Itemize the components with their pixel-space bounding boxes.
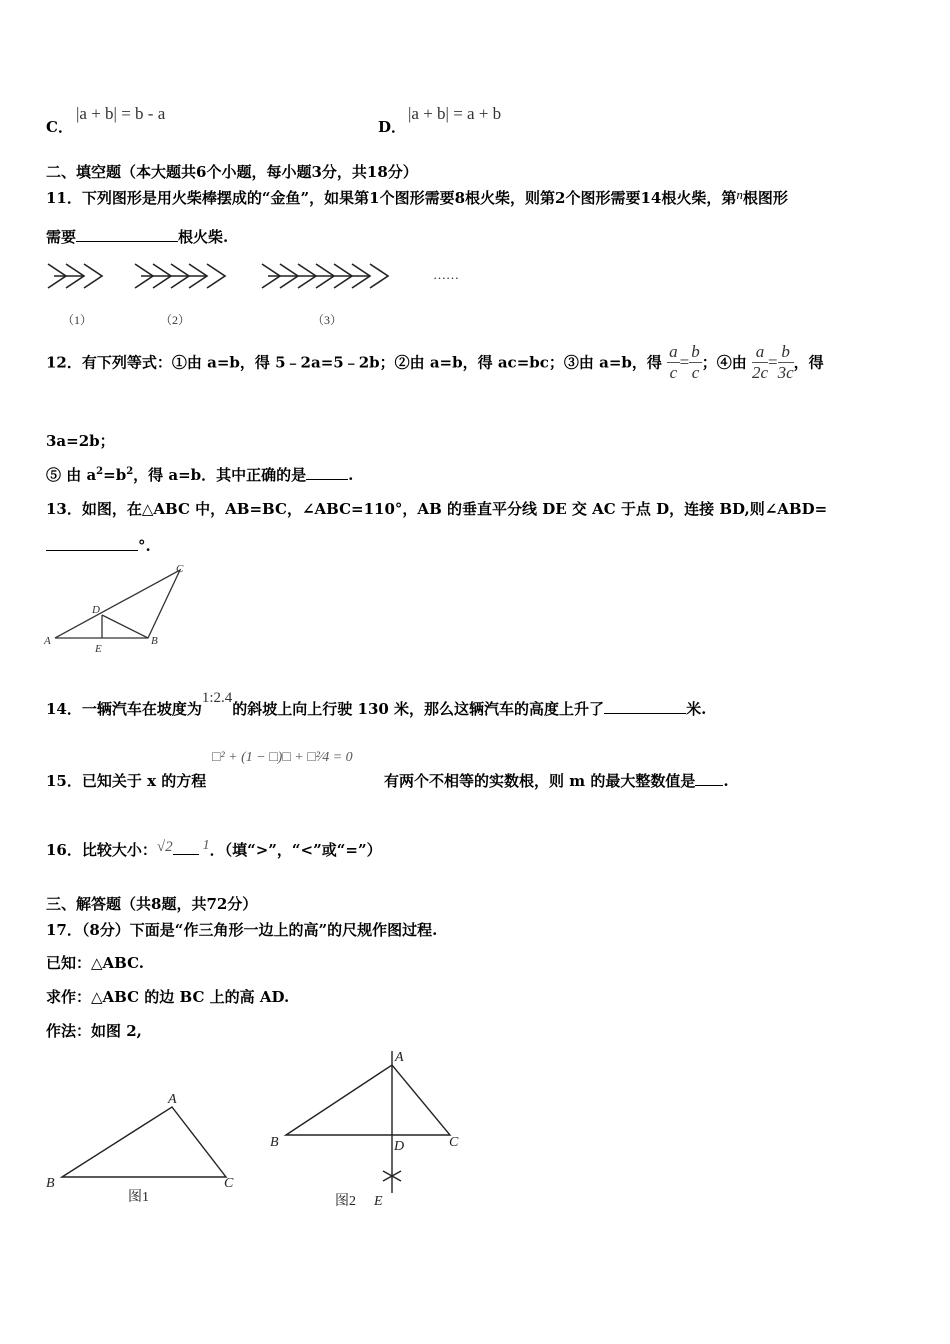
fig2-label-d: D xyxy=(394,1139,405,1154)
fig2-label-a: A xyxy=(395,1050,404,1065)
fig2-label-b: B xyxy=(270,1135,279,1150)
q11-answer-blank[interactable] xyxy=(76,227,178,242)
q14-text-a: 14．一辆汽车在坡度为 xyxy=(46,700,202,718)
fish-2 xyxy=(135,264,225,288)
q12-sup1: 2 xyxy=(96,466,104,477)
fig2-label-e: E xyxy=(374,1194,383,1209)
fish-ellipsis: …… xyxy=(433,267,459,282)
fish-1 xyxy=(48,264,102,288)
q15-answer-blank[interactable] xyxy=(695,771,723,786)
q11-need: 需要 xyxy=(46,228,77,246)
q12-text-a: 12．有下列等式：①由 a=b，得 5﹣2a=5﹣2b；②由 a=b，得 ac=bc；③由 a=b，得 xyxy=(46,353,662,372)
fig1-label-c: C xyxy=(224,1176,234,1191)
q17-figure-2 xyxy=(262,1045,482,1215)
q14-text-c: 米. xyxy=(686,700,707,718)
q13-answer-blank[interactable] xyxy=(46,536,138,551)
q16-answer-blank[interactable] xyxy=(173,840,199,855)
q12-frac4-den: 3c xyxy=(777,363,794,382)
q14-ratio: 1:2.4 xyxy=(201,690,233,706)
q11-unit: 根火柴. xyxy=(178,228,229,246)
q12-frac1-den: c xyxy=(669,363,678,382)
q16-line xyxy=(46,838,382,860)
q12-frac-a-over-2c xyxy=(752,342,768,383)
fig2-label-c: C xyxy=(449,1135,459,1150)
q12-line3-c: ，得 a=b．其中正确的是 xyxy=(133,466,307,484)
fig1-caption: 图1 xyxy=(128,1190,149,1205)
q12-answer-blank[interactable] xyxy=(306,465,348,480)
q17-line1: 17．（8分）下面是“作三角形一边上的高”的尺规作图过程. xyxy=(46,921,438,939)
q17-line4: 作法：如图 2, xyxy=(46,1022,142,1040)
q12-text-b: ；④由 xyxy=(701,353,747,372)
q13-label-c: C xyxy=(176,563,184,575)
q12-text-c: ，得 xyxy=(793,353,824,372)
fish-3 xyxy=(262,264,388,288)
q11-text-b: 根图形 xyxy=(742,189,788,207)
fish-label-1: （1） xyxy=(62,313,93,327)
q13-triangle-figure xyxy=(40,560,200,654)
q12-sup2: 2 xyxy=(126,466,134,477)
q15-line-end xyxy=(384,770,729,791)
q12-line2: 3a=2b； xyxy=(46,432,115,450)
q13-line2 xyxy=(46,536,151,555)
q12-frac-b-over-c xyxy=(689,342,702,383)
q11-text-a: 11．下列图形是用火柴棒摆成的“金鱼”，如果第1个图形需要8根火柴，则第2个图形需要14根火柴，第 xyxy=(46,189,737,207)
q12-line1 xyxy=(46,342,824,383)
q11-n: n xyxy=(736,187,743,202)
q12-eq1: = xyxy=(679,352,690,372)
option-c-label: C． xyxy=(46,118,73,136)
q15-text-a: 15．已知关于 x 的方程 xyxy=(46,772,207,790)
q14-line xyxy=(46,690,706,719)
q13-label-b: B xyxy=(151,635,158,647)
q13-line1: 13．如图，在△ABC 中，AB=BC，∠ABC=110°，AB 的垂直平分线 DE 交 AC 于点 D，连接 BD,则∠ABD= xyxy=(46,500,828,518)
fish-label-3: （3） xyxy=(312,313,343,327)
fish-label-2: （2） xyxy=(160,313,191,327)
q12-frac2-num: b xyxy=(691,342,700,361)
fig1-label-b: B xyxy=(46,1176,55,1191)
q12-frac3-num: a xyxy=(752,342,768,363)
q12-frac3-den: 2c xyxy=(751,363,769,382)
q15-text-c: . xyxy=(723,772,729,790)
q17-line2: 已知：△ABC. xyxy=(46,954,145,972)
q12-frac1-num: a xyxy=(669,342,678,361)
q12-eq2: = xyxy=(768,352,778,372)
q12-frac-a-over-c xyxy=(667,342,680,383)
q12-frac2-den: c xyxy=(691,363,700,382)
q13-label-d: D xyxy=(92,604,100,616)
section3-heading: 三、解答题（共8题，共72分） xyxy=(46,895,258,913)
q13-degree: °. xyxy=(138,537,151,555)
fig2-caption: 图2 xyxy=(335,1194,356,1209)
q14-text-b: 的斜坡上向上行驶 130 米，那么这辆汽车的高度上升了 xyxy=(232,700,605,718)
q12-line3 xyxy=(46,464,353,485)
q12-frac-b-over-3c xyxy=(778,342,794,383)
q16-text-a: 16．比较大小： xyxy=(46,841,157,859)
q12-frac4-num: b xyxy=(778,342,794,363)
q12-line3-d: . xyxy=(348,466,354,484)
q13-label-e: E xyxy=(95,643,102,654)
q12-line3-a: ⑤ 由 a xyxy=(46,466,97,484)
option-d-label: D． xyxy=(378,118,407,136)
q11-fish-figure xyxy=(40,252,480,332)
q16-text-b: ．（填“>”，“<”或“=”） xyxy=(209,841,382,859)
q17-figure-1 xyxy=(40,1085,250,1210)
fig1-label-a: A xyxy=(168,1092,177,1107)
q11-line2 xyxy=(46,226,228,247)
q17-line3: 求作：△ABC 的边 BC 上的高 AD. xyxy=(46,988,290,1006)
q16-sqrt2: √2 xyxy=(156,839,173,855)
q15-text-b: 有两个不相等的实数根，则 m 的最大整数值是 xyxy=(384,772,696,790)
q11-line1 xyxy=(46,187,788,208)
q15-equation: □² + (1 − □)□ + □²⁄4 = 0 xyxy=(212,750,353,765)
section2-heading: 二、填空题（本大题共6个小题，每小题3分，共18分） xyxy=(46,163,418,181)
option-d-expression: |a + b| = a + b xyxy=(408,104,502,123)
q12-line3-b: =b xyxy=(103,466,127,484)
q14-answer-blank[interactable] xyxy=(604,699,686,714)
q13-label-a: A xyxy=(44,635,51,647)
option-c-expression: |a + b| = b - a xyxy=(76,104,166,123)
q16-one: 1 xyxy=(202,838,210,853)
